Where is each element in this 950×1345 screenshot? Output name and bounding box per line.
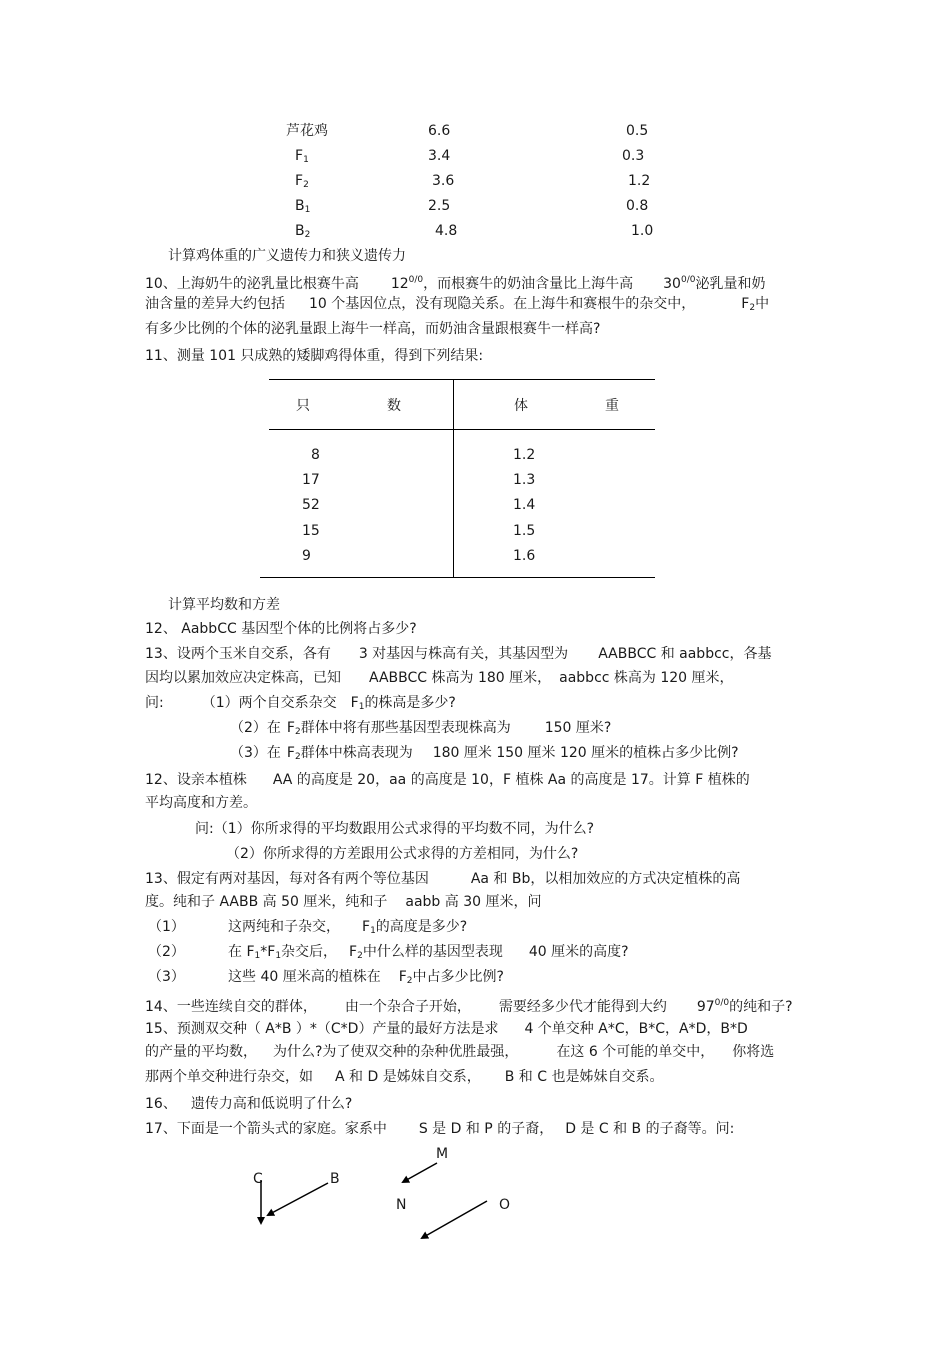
q12b-line1: 12、设亲本植株 AA 的高度是 20，aa 的高度是 10，F 植株 Aa 的高度是 17。计算 F 植株的 <box>145 772 750 788</box>
count-cell: 52 <box>302 497 320 513</box>
table-cell: 6.6 <box>428 123 451 139</box>
q14-text: 14、一些连续自交的群体， 由一个杂合子开始， 需要经多少代才能得到大约 $97^{0/0}$的纯和子? <box>145 998 793 1015</box>
weight-cell: 1.2 <box>513 447 536 463</box>
arrow-o-to-down <box>422 1201 487 1238</box>
q10-line2: 油含量的差异大约包括 10 个基因位点，没有现隐关系。在上海牛和赛根牛的杂交中， $F_2$中 <box>145 296 770 313</box>
q12a-text: 12、 AabbCC 基因型个体的比例将占多少? <box>145 621 417 637</box>
pedigree-node-b: B <box>330 1171 340 1187</box>
table-cell: 3.6 <box>432 173 455 189</box>
header-count-1: 只 <box>296 398 310 414</box>
q15-line3: 那两个单交种进行杂交，如 A 和 D 是姊妹自交系， B 和 C 也是姊妹自交系。 <box>145 1069 664 1085</box>
arrow-b-to-c <box>268 1183 328 1215</box>
table-cell: 2.5 <box>428 198 451 214</box>
pedigree-node-o: O <box>499 1197 511 1213</box>
q13a-sub1: 问: （1）两个自交系杂交 $F_1$的株高是多少? <box>145 695 456 712</box>
weight-cell: 1.3 <box>513 472 536 488</box>
table-cell: 4.8 <box>435 223 458 239</box>
table-cell: 3.4 <box>428 148 451 164</box>
header-weight-1: 体 <box>514 398 528 414</box>
q13b-sub3-num: （3） <box>148 969 185 985</box>
q13b-sub3: 这些 40 厘米高的植株在 $F_2$中占多少比例? <box>228 969 504 986</box>
q13b-sub2-num: （2） <box>148 944 185 960</box>
weight-cell: 1.4 <box>513 497 536 513</box>
count-cell: 17 <box>302 472 320 488</box>
q13a-sub3: （3）在 $F_2$群体中株高表现为 180 厘米 150 厘米 120 厘米的植株占多少比例? <box>230 745 739 762</box>
pedigree-node-c: C <box>253 1171 263 1187</box>
q17-text: 17、下面是一个箭头式的家庭。家系中 S 是 D 和 P 的子裔， D 是 C 和 B 的子裔等。问: <box>145 1121 735 1137</box>
count-cell: 8 <box>311 447 320 463</box>
header-count-2: 数 <box>387 398 401 414</box>
table-cell: 0.3 <box>622 148 645 164</box>
q13a-line1: 13、设两个玉米自交系，各有 3 对基因与株高有关，其基因型为 AABBCC 和 aabbcc，各基 <box>145 646 772 662</box>
table-row-label: $F_1$ <box>295 148 309 165</box>
q16-text: 16、 遗传力高和低说明了什么? <box>145 1096 353 1112</box>
table-row-label: 芦花鸡 <box>286 123 328 139</box>
weight-cell: 1.6 <box>513 548 536 564</box>
q13b-line2: 度。纯和子 AABB 高 50 厘米，纯和子 aabb 高 30 厘米，问 <box>145 894 542 910</box>
table-row-label: $B_1$ <box>295 198 311 215</box>
q10-line3: 有多少比例的个体的泌乳量跟上海牛一样高，而奶油含量跟根赛牛一样高? <box>145 321 601 337</box>
weight-cell: 1.5 <box>513 523 536 539</box>
q10-line1: 10、上海奶牛的泌乳量比根赛牛高 $12^{0/0}$，而根赛牛的奶油含量比上海牛高 $30^{0/0}$泌乳量和奶 <box>145 275 766 292</box>
q12b-ask2: （2）你所求得的方差跟用公式求得的方差相同，为什么? <box>226 846 579 862</box>
q13a-line2: 因均以累加效应决定株高，已知 AABBCC 株高为 180 厘米， aabbcc 株高为 120 厘米， <box>145 670 734 686</box>
q13b-sub1: 这两纯和子杂交， $F_1$的高度是多少? <box>228 919 468 936</box>
table-cell: 1.0 <box>631 223 654 239</box>
q11-text: 11、测量 101 只成熟的矮脚鸡得体重，得到下列结果: <box>145 348 484 364</box>
q12b-ask1: 问:（1）你所求得的平均数跟用公式求得的平均数不同，为什么? <box>195 821 595 837</box>
q15-line2: 的产量的平均数， 为什么?为了使双交种的杂种优胜最强， 在这 6 个可能的单交中， 你将选 <box>145 1044 775 1060</box>
q15-line1: 15、预测双交种（ A*B ）*（C*D）产量的最好方法是求 4 个单交种 A*C，B*C，A*D，B*D <box>145 1021 748 1037</box>
table-row-label: $F_2$ <box>295 173 309 190</box>
q13b-line1: 13、假定有两对基因，每对各有两个等位基因 Aa 和 Bb，以相加效应的方式决定植株的高 <box>145 871 741 887</box>
q12b-line2: 平均高度和方差。 <box>145 795 257 811</box>
q11-ask: 计算平均数和方差 <box>168 597 280 613</box>
count-cell: 15 <box>302 523 320 539</box>
q13b-sub2: 在 $F_1*F_1$杂交后， $F_2$中什么样的基因型表现 40 厘米的高度? <box>228 944 629 961</box>
table-cell: 0.8 <box>626 198 649 214</box>
pedigree-node-m: M <box>436 1146 449 1162</box>
table-cell: 1.2 <box>628 173 651 189</box>
count-cell: 9 <box>302 548 311 564</box>
q13b-sub1-num: （1） <box>148 919 185 935</box>
pedigree-node-n: N <box>396 1197 407 1213</box>
q13a-sub2: （2）在 $F_2$群体中将有那些基因型表现株高为 150 厘米? <box>230 720 612 737</box>
table-cell: 0.5 <box>626 123 649 139</box>
table-row-label: $B_2$ <box>295 223 311 240</box>
header-weight-2: 重 <box>605 398 619 414</box>
heritability-question: 计算鸡体重的广义遗传力和狭义遗传力 <box>168 248 406 264</box>
arrow-m-to-n <box>403 1163 437 1182</box>
